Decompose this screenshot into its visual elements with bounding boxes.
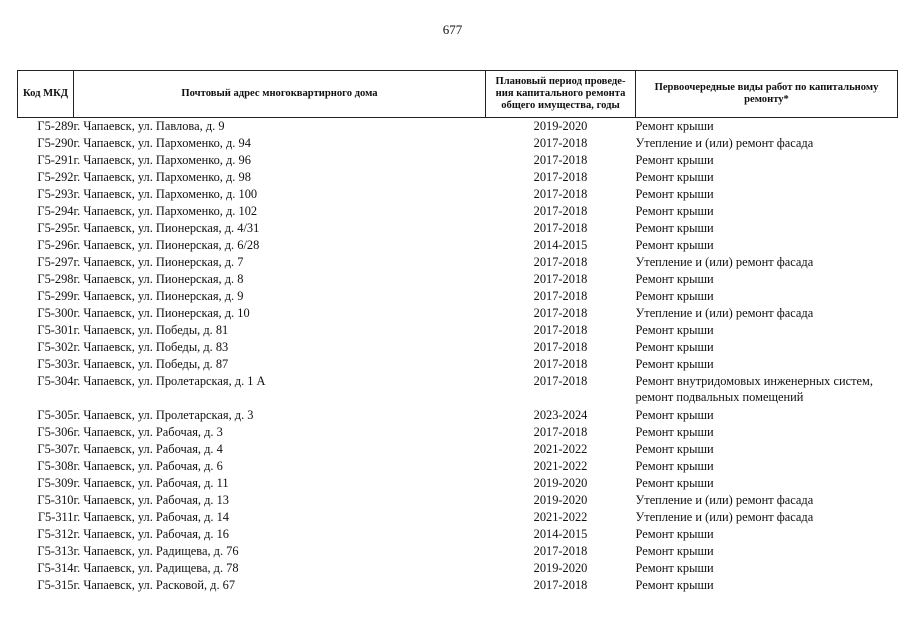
row-address: г. Чапаевск, ул. Рабочая, д. 6: [73, 459, 223, 473]
work-item: Ремонт крыши: [635, 459, 714, 473]
row-code: Г5-298: [37, 272, 74, 286]
work-item: Ремонт крыши: [635, 323, 714, 337]
row-address: г. Чапаевск, ул. Пархоменко, д. 102: [73, 204, 258, 218]
row-code: Г5-300: [37, 306, 74, 320]
table-row: [18, 509, 898, 526]
table-row: [18, 288, 898, 305]
work-item: Утепление и (или) ремонт фасада: [635, 255, 814, 269]
row-address: г. Чапаевск, ул. Радищева, д. 78: [73, 561, 239, 575]
row-address: г. Чапаевск, ул. Рабочая, д. 11: [73, 476, 229, 490]
table-row: [18, 118, 898, 136]
row-address: г. Чапаевск, ул. Пионерская, д. 6/28: [73, 238, 260, 252]
work-item: Утепление и (или) ремонт фасада: [635, 136, 814, 150]
work-item: Ремонт внутридомовых инженерных систем,: [635, 374, 873, 388]
work-item: Ремонт крыши: [635, 187, 714, 201]
row-address: г. Чапаевск, ул. Пионерская, д. 4/31: [73, 221, 260, 235]
work-item: ремонт подвальных помещений: [635, 390, 804, 404]
table-header-row: [18, 71, 898, 118]
work-item: Ремонт крыши: [635, 204, 714, 218]
row-address: г. Чапаевск, ул. Радищева, д. 76: [73, 544, 239, 558]
row-period: 2014-2015: [533, 527, 588, 541]
row-address: г. Чапаевск, ул. Пионерская, д. 8: [73, 272, 244, 286]
row-works: [636, 322, 898, 339]
row-period: 2017-2018: [533, 255, 588, 269]
row-period: 2017-2018: [533, 136, 588, 150]
row-period: 2017-2018: [533, 187, 588, 201]
row-code: Г5-305: [37, 408, 74, 422]
row-period: 2017-2018: [533, 272, 588, 286]
row-period: 2014-2015: [533, 238, 588, 252]
work-item: Ремонт крыши: [635, 544, 714, 558]
row-works: [636, 560, 898, 577]
table-row: [18, 458, 898, 475]
row-address: г. Чапаевск, ул. Расковой, д. 67: [73, 578, 236, 592]
row-period: 2017-2018: [533, 204, 588, 218]
work-item: Утепление и (или) ремонт фасада: [635, 493, 814, 507]
row-period: 2017-2018: [533, 306, 588, 320]
row-period: 2017-2018: [533, 340, 588, 354]
row-works: [636, 288, 898, 305]
row-works: [636, 169, 898, 186]
table-row: [18, 169, 898, 186]
row-works: [636, 305, 898, 322]
work-item: Ремонт крыши: [635, 238, 714, 252]
row-works: [636, 339, 898, 356]
row-code: Г5-311: [37, 510, 74, 524]
row-period: 2019-2020: [533, 476, 588, 490]
row-period: 2017-2018: [533, 153, 588, 167]
page-number: 677: [442, 22, 463, 37]
table-row: [18, 543, 898, 560]
work-item: Ремонт крыши: [635, 153, 714, 167]
row-period: 2017-2018: [533, 221, 588, 235]
row-address: г. Чапаевск, ул. Пионерская, д. 9: [73, 289, 244, 303]
table-row: [18, 339, 898, 356]
work-item: Ремонт крыши: [635, 119, 714, 133]
row-period: 2017-2018: [533, 289, 588, 303]
row-code: Г5-289: [37, 119, 74, 133]
work-item: Ремонт крыши: [635, 170, 714, 184]
row-address: г. Чапаевск, ул. Рабочая, д. 4: [73, 442, 223, 456]
row-code: Г5-295: [37, 221, 74, 235]
row-period: 2017-2018: [533, 544, 588, 558]
row-works: [636, 509, 898, 526]
row-works: [636, 492, 898, 509]
row-code: Г5-307: [37, 442, 74, 456]
row-address: г. Чапаевск, ул. Пролетарская, д. 3: [73, 408, 254, 422]
work-item: Ремонт крыши: [635, 561, 714, 575]
row-code: Г5-294: [37, 204, 74, 218]
row-code: Г5-299: [37, 289, 74, 303]
row-address: г. Чапаевск, ул. Пархоменко, д. 100: [73, 187, 258, 201]
table-body: [18, 118, 898, 595]
work-item: Ремонт крыши: [635, 289, 714, 303]
row-code: Г5-314: [37, 561, 74, 575]
row-code: Г5-301: [37, 323, 74, 337]
table-row: [18, 407, 898, 424]
table-row: [18, 135, 898, 152]
row-works: [636, 135, 898, 152]
table-row: [18, 475, 898, 492]
row-works: [636, 407, 898, 424]
row-code: Г5-291: [37, 153, 74, 167]
work-item: Ремонт крыши: [635, 408, 714, 422]
table-row: [18, 305, 898, 322]
row-code: Г5-315: [37, 578, 74, 592]
capital-repair-table: [17, 70, 898, 594]
row-period: 2017-2018: [533, 578, 588, 592]
row-works: [636, 441, 898, 458]
row-code: Г5-297: [37, 255, 74, 269]
table-row: [18, 186, 898, 203]
row-period: 2019-2020: [533, 561, 588, 575]
row-address: г. Чапаевск, ул. Пионерская, д. 7: [73, 255, 244, 269]
row-works: [636, 373, 898, 407]
row-code: Г5-310: [37, 493, 74, 507]
row-address: г. Чапаевск, ул. Павлова, д. 9: [73, 119, 225, 133]
table-row: [18, 203, 898, 220]
row-period: 2019-2020: [533, 119, 588, 133]
row-code: Г5-292: [37, 170, 74, 184]
table-row: [18, 322, 898, 339]
work-item: Ремонт крыши: [635, 578, 714, 592]
header-works: Первоочередные виды работ по капитальному ремонту*: [636, 71, 898, 118]
row-code: Г5-308: [37, 459, 74, 473]
work-item: Ремонт крыши: [635, 442, 714, 456]
row-works: [636, 526, 898, 543]
row-period: 2021-2022: [533, 459, 588, 473]
work-item: Утепление и (или) ремонт фасада: [635, 306, 814, 320]
table-row: [18, 152, 898, 169]
row-address: г. Чапаевск, ул. Пархоменко, д. 94: [73, 136, 251, 150]
row-address: г. Чапаевск, ул. Победы, д. 87: [73, 357, 229, 371]
row-works: [636, 254, 898, 271]
row-code: Г5-304: [37, 374, 74, 388]
row-code: Г5-293: [37, 187, 74, 201]
row-address: г. Чапаевск, ул. Рабочая, д. 14: [73, 510, 230, 524]
row-code: Г5-303: [37, 357, 74, 371]
row-period: 2017-2018: [533, 357, 588, 371]
row-works: [636, 577, 898, 594]
row-period: 2023-2024: [533, 408, 588, 422]
table-row: [18, 577, 898, 594]
row-works: [636, 118, 898, 136]
row-period: 2017-2018: [533, 323, 588, 337]
row-address: г. Чапаевск, ул. Победы, д. 81: [73, 323, 229, 337]
row-period: 2021-2022: [533, 442, 588, 456]
table-row: [18, 560, 898, 577]
table-row: [18, 356, 898, 373]
work-item: Ремонт крыши: [635, 272, 714, 286]
row-works: [636, 475, 898, 492]
work-item: Ремонт крыши: [635, 340, 714, 354]
table-row: [18, 373, 898, 407]
row-code: Г5-306: [37, 425, 74, 439]
row-works: [636, 424, 898, 441]
row-code: Г5-290: [37, 136, 74, 150]
row-address: г. Чапаевск, ул. Пархоменко, д. 98: [73, 170, 251, 184]
table-row: [18, 441, 898, 458]
work-item: Ремонт крыши: [635, 221, 714, 235]
row-address: г. Чапаевск, ул. Рабочая, д. 16: [73, 527, 230, 541]
table-row: [18, 237, 898, 254]
row-period: 2021-2022: [533, 510, 588, 524]
row-period: 2019-2020: [533, 493, 588, 507]
header-address: Почтовый адрес многоквартирного дома: [74, 71, 486, 118]
row-period: 2017-2018: [533, 425, 588, 439]
row-address: г. Чапаевск, ул. Рабочая, д. 13: [73, 493, 230, 507]
row-address: г. Чапаевск, ул. Пионерская, д. 10: [73, 306, 250, 320]
table-row: [18, 492, 898, 509]
row-works: [636, 220, 898, 237]
row-works: [636, 237, 898, 254]
row-address: г. Чапаевск, ул. Победы, д. 83: [73, 340, 229, 354]
work-item: Ремонт крыши: [635, 357, 714, 371]
table-row: [18, 271, 898, 288]
row-works: [636, 543, 898, 560]
row-code: Г5-312: [37, 527, 74, 541]
row-works: [636, 203, 898, 220]
row-address: г. Чапаевск, ул. Рабочая, д. 3: [73, 425, 223, 439]
table-row: [18, 220, 898, 237]
work-item: Ремонт крыши: [635, 425, 714, 439]
table-row: [18, 424, 898, 441]
row-works: [636, 458, 898, 475]
work-item: Ремонт крыши: [635, 527, 714, 541]
row-period: 2017-2018: [533, 374, 588, 388]
row-code: Г5-313: [37, 544, 74, 558]
table-row: [18, 254, 898, 271]
row-works: [636, 356, 898, 373]
header-period: Плановый период проведе-ния капитального ремонта общего имущества, годы: [486, 71, 636, 118]
header-code: Код МКД: [18, 71, 74, 118]
row-code: Г5-302: [37, 340, 74, 354]
table-row: [18, 526, 898, 543]
row-works: [636, 152, 898, 169]
row-address: г. Чапаевск, ул. Пролетарская, д. 1 А: [73, 374, 266, 388]
row-works: [636, 271, 898, 288]
row-code: Г5-296: [37, 238, 74, 252]
row-code: Г5-309: [37, 476, 74, 490]
work-item: Ремонт крыши: [635, 476, 714, 490]
row-period: 2017-2018: [533, 170, 588, 184]
row-address: г. Чапаевск, ул. Пархоменко, д. 96: [73, 153, 251, 167]
row-works: [636, 186, 898, 203]
work-item: Утепление и (или) ремонт фасада: [635, 510, 814, 524]
